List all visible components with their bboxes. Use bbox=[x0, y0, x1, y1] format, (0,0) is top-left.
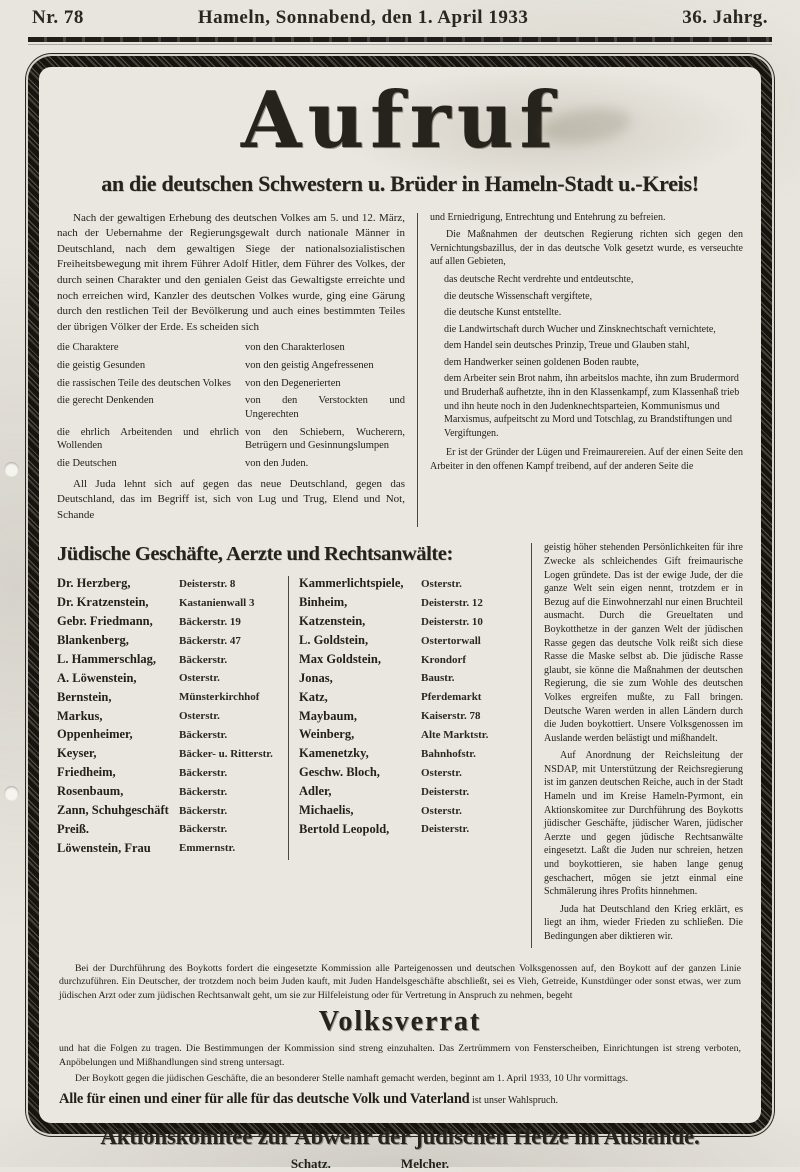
slogan-rest: ist unser Wahlspruch. bbox=[469, 1094, 558, 1106]
dichotomy-left: die gerecht Denkenden bbox=[57, 395, 154, 407]
dichotomy-row bbox=[57, 377, 405, 391]
dichotomy-list bbox=[57, 341, 405, 470]
business-address: Baustr. bbox=[421, 672, 455, 685]
business-address: Bäckerstr. bbox=[179, 729, 228, 742]
business-address: Bäcker- u. Ritterstr. bbox=[179, 747, 273, 760]
business-row bbox=[57, 784, 280, 798]
ornate-frame bbox=[26, 54, 774, 1171]
dichotomy-right: von den Degenerierten bbox=[245, 377, 341, 389]
business-address: Emmernstr. bbox=[179, 842, 236, 855]
business-name: Michaelis, bbox=[299, 802, 354, 817]
business-address: Osterstr. bbox=[421, 804, 462, 817]
business-address: Osterstr. bbox=[421, 578, 462, 591]
business-row bbox=[299, 803, 519, 817]
enforcement-paragraph: Bei der Durchführung des Boykotts fordert die eingesetzte Kommission alle Parteigenossen und deutschen Volksgenossen auf, den Boykott auf der ganzen Linie durchzuführen. Ein Deutscher, der trotzdem noch beim Juden kauft, mit Juden Handelsgeschäfte abschließt, sei es Vieh, Getreide, Kunstdünger oder sonst etwas, wer zum jüdischen Arzt oder zum jüdischen Rechtsanwalt geht, um sie zur Hilfeleistung oder für Vertretung in Anspruch zu nehmen, begeht bbox=[59, 962, 741, 1001]
dichotomy-left: die rassischen Teile des deutschen Volkes bbox=[57, 377, 231, 389]
business-address: Kastanienwall 3 bbox=[179, 596, 255, 609]
business-row bbox=[299, 822, 519, 836]
business-name: Kamenetzky, bbox=[299, 746, 369, 761]
business-row bbox=[57, 841, 280, 855]
proclamation-title: Aufruf bbox=[240, 75, 560, 166]
masthead-rule bbox=[28, 37, 772, 42]
business-address: Pferdemarkt bbox=[421, 691, 482, 704]
business-name: Bertold Leopold, bbox=[299, 821, 390, 836]
business-name: Gebr. Friedmann, bbox=[57, 614, 153, 629]
slogan-bold: Alle für einen und einer für alle für das deutsche Volk und Vaterland bbox=[59, 1090, 470, 1107]
business-address: Bäckerstr. bbox=[179, 823, 228, 836]
business-address: Bäckerstr. 19 bbox=[179, 615, 241, 628]
continuation-paragraph: und Erniedrigung, Entrechtung und Entehrung zu befreien. bbox=[430, 211, 666, 223]
measures-paragraph: Die Maßnahmen der deutschen Regierung richten sich gegen den Vernichtungsbazillus, der in das deutsche Volk gesetzt wurde, es verseuchte auf allen Gebieten, bbox=[430, 229, 743, 268]
business-name: Weinberg, bbox=[299, 727, 355, 742]
business-row bbox=[299, 690, 519, 704]
founder-paragraph-b: geistig höher stehenden Persönlichkeiten für ihre Zwecke als schleichendes Gift freimaurische Logen gründete. Das ist der ewige Jude, der die ganze Welt sein eigen nennt, trotzdem er in Bezug auf die Einwohnerzahl nur einen Bruchteil ausmacht. Durch die Greueltaten und Boykotthetze in der ganzen Welt der jüdischen Rasse gegen das deutsche Volk reißt sich diese Rasse die Maske selbst ab. Die jüdische Rasse glaubt, sie könne die Maßnahmen der deutschen Regierung, die sie zum Wohle des deutschen Volkes ergreifen mußte, zu Fall bringen. Deutsche Waren werden in allen Ländern durch die Juden boykottiert. Unsere Volksgenossen im Auslande werden belästigt und mißhandelt. bbox=[544, 542, 743, 744]
column-divider-2 bbox=[531, 543, 532, 947]
committee-signature: Aktionskomitee zur Abwehr der jüdischen Hetze im Auslande. bbox=[100, 1123, 700, 1149]
signature-2: Melcher. bbox=[400, 1155, 450, 1171]
column-divider bbox=[417, 213, 418, 528]
business-row bbox=[57, 614, 280, 628]
business-name: A. Löwenstein, bbox=[57, 670, 137, 685]
war-paragraph: Juda hat Deutschland den Krieg erklärt, es liegt an ihm, wieder Frieden zu schließen. Die Bedingungen aber diktieren wir. bbox=[544, 903, 743, 942]
business-row bbox=[299, 633, 519, 647]
business-name: Kammerlichtspiele, bbox=[299, 576, 404, 591]
dichotomy-left: die geistig Gesunden bbox=[57, 360, 146, 372]
business-row bbox=[57, 765, 280, 779]
business-column-1 bbox=[57, 576, 288, 859]
business-row bbox=[57, 652, 280, 666]
business-column-2 bbox=[288, 576, 519, 859]
masthead-issue: Nr. 78 bbox=[32, 7, 84, 28]
business-address: Deisterstr. 8 bbox=[179, 578, 236, 591]
slogan-line bbox=[59, 1091, 741, 1108]
business-address: Bäckerstr. bbox=[179, 804, 228, 817]
business-name: Dr. Kratzenstein, bbox=[57, 595, 149, 610]
listing-section bbox=[57, 541, 519, 947]
business-row bbox=[299, 614, 519, 628]
business-row bbox=[57, 690, 280, 704]
dichotomy-left: die Charaktere bbox=[57, 342, 119, 354]
business-list bbox=[57, 576, 519, 859]
dichotomy-row bbox=[57, 341, 405, 355]
consequences-paragraph: und hat die Folgen zu tragen. Die Bestimmungen der Kommission sind streng einzuhalten. Das Zertrümmern von Fensterscheiben, Einrichtungen ist streng verboten, Anpöbelungen und Mißhandlungen sind streng untersagt. bbox=[59, 1043, 741, 1068]
dichotomy-right: von den Verstockten und Ungerechten bbox=[245, 395, 405, 420]
business-row bbox=[57, 633, 280, 647]
business-row bbox=[299, 746, 519, 760]
business-address: Krondorf bbox=[421, 653, 467, 666]
dichotomy-right: von den geistig Angefressenen bbox=[245, 360, 374, 372]
business-address: Bahnhofstr. bbox=[421, 747, 476, 760]
business-row bbox=[57, 822, 280, 836]
business-name: Zann, Schuhgeschäft bbox=[57, 802, 169, 817]
proclamation-subtitle: an die deutschen Schwestern u. Brüder in Hameln-Stadt u.-Kreis! bbox=[101, 170, 699, 196]
dichotomy-row bbox=[57, 426, 405, 453]
founder-paragraph-a: Er ist der Gründer der Lügen und Freimaurereien. Auf der einen Seite den Arbeiter in den offenen Kampf treibend, auf der anderen Seite die bbox=[430, 447, 743, 473]
deed-line: dem Arbeiter sein Brot nahm, ihn arbeitslos machte, ihn zum Brudermord und Bruderhaß aufhetzte, ihn in den Klassenkampf, zum Klassenhaß trieb und ihn heute noch in den Judenknechtsparteien, Kommunismus und Marxismus, aufpeitscht zu Mord und Totschlag, zu Brandstiftungen und Vergiftungen. bbox=[444, 373, 740, 439]
business-row bbox=[299, 727, 519, 741]
deed-line: die Landwirtschaft durch Wucher und Zinsknechtschaft vernichtete, bbox=[444, 323, 716, 335]
business-name: Jonas, bbox=[299, 670, 333, 685]
deeds-list bbox=[444, 273, 743, 441]
business-name: Katz, bbox=[299, 689, 328, 704]
business-address: Deisterstr. 12 bbox=[421, 596, 483, 609]
signatures bbox=[0, 1156, 743, 1172]
business-name: Keyser, bbox=[57, 746, 97, 761]
masthead-dateline: Hameln, Sonnabend, den 1. April 1933 bbox=[197, 7, 529, 28]
intro-paragraph: Nach der gewaltigen Erhebung des deutschen Volkes am 5. und 12. März, nach der Uebernahme der Regierungsgewalt durch nationale Männer in Deutschland, nach dem gewaltigen Siege der nationalsozialistischen Freiheitsbewegung mit ihrem Führer Adolf Hitler, dem Führer des Volkes, der durch seinen Charakter und den genialen Geist das Gewaltigste erreichte und noch erreichen wird, Kanzler des deutschen Volkes wurde, ging eine Gärung durch den restlichen Teil der Bevölkerung und auch eines bestimmten Teiles der übrigen Völker der Erde. Es scheiden sich bbox=[57, 211, 405, 333]
business-name: Binheim, bbox=[299, 595, 348, 610]
listing-heading: Jüdische Geschäfte, Aerzte und Rechtsanwälte: bbox=[57, 543, 453, 566]
business-name: Katzenstein, bbox=[299, 614, 366, 629]
business-address: Bäckerstr. 47 bbox=[179, 634, 241, 647]
business-address: Deisterstr. 10 bbox=[421, 615, 483, 628]
verdict-heading: Volksverrat bbox=[318, 1006, 482, 1038]
business-row bbox=[57, 576, 280, 590]
dichotomy-left: die ehrlich Arbeitenden und ehrlich Wollenden bbox=[57, 426, 239, 452]
business-address: Ostertorwall bbox=[421, 634, 481, 647]
business-row bbox=[57, 746, 280, 760]
business-address: Osterstr. bbox=[179, 672, 220, 685]
business-row bbox=[299, 652, 519, 666]
deed-line: dem Handel sein deutsches Prinzip, Treue und Glauben stahl, bbox=[444, 340, 690, 352]
business-address: Deisterstr. bbox=[421, 823, 470, 836]
masthead bbox=[32, 7, 768, 29]
business-address: Bäckerstr. bbox=[179, 766, 228, 779]
business-row bbox=[299, 765, 519, 779]
listing-band bbox=[57, 541, 743, 947]
dichotomy-right: von den Juden. bbox=[245, 457, 309, 469]
business-address: Deisterstr. bbox=[421, 785, 470, 798]
business-name: Blankenberg, bbox=[57, 633, 129, 647]
business-row bbox=[57, 595, 280, 609]
deed-line: das deutsche Recht verdrehte und entdeutschte, bbox=[444, 273, 634, 285]
business-row bbox=[299, 595, 519, 609]
business-name: L. Goldstein, bbox=[299, 633, 369, 647]
business-name: Bernstein, bbox=[57, 689, 112, 704]
business-address: Osterstr. bbox=[421, 766, 462, 779]
bottom-section bbox=[57, 962, 743, 1108]
dichotomy-row bbox=[57, 394, 405, 421]
business-name: Oppenheimer, bbox=[57, 727, 133, 742]
dichotomy-right: von den Charakterlosen bbox=[245, 342, 345, 354]
deed-line: dem Handwerker seinen goldenen Boden raubte, bbox=[444, 356, 639, 368]
business-address: Kaiserstr. 78 bbox=[421, 710, 481, 723]
business-address: Bäckerstr. bbox=[179, 653, 228, 666]
dichotomy-left: die Deutschen bbox=[57, 457, 117, 469]
dichotomy-row bbox=[57, 359, 405, 373]
signature-1: Schatz. bbox=[290, 1155, 331, 1171]
business-row bbox=[57, 709, 280, 723]
order-paragraph: Auf Anordnung der Reichsleitung der NSDAP, mit Unterstützung der Reichsregierung ist im ganzen deutschen Reiche, auch in der Stadt Hameln und im Kreise Hameln-Pyrmont, ein Aktionskomitee zur Durchführung des Boykotts jüdischer Geschäfte, jüdischer Waren, jüdischer Aerzte und gegen jüdische Rechtsanwälte eingesetzt. Laßt die Juden nur schreien, hetzen und boykottieren, sie haben lange genug geschachert, mögen sie jetzt einmal eine Schmälerung ihres Profits hinnehmen. bbox=[544, 750, 743, 898]
business-row bbox=[57, 671, 280, 685]
business-address: Bäckerstr. bbox=[179, 785, 228, 798]
business-name: Maybaum, bbox=[299, 708, 357, 723]
business-row bbox=[57, 803, 280, 817]
business-name: Dr. Herzberg, bbox=[57, 576, 131, 591]
business-name: Preiß. bbox=[57, 821, 90, 836]
business-name: Friedheim, bbox=[57, 765, 116, 780]
business-row bbox=[299, 784, 519, 798]
right-column-continued bbox=[544, 541, 743, 947]
deed-line: die deutsche Wissenschaft vergiftete, bbox=[444, 290, 593, 302]
upper-columns bbox=[57, 211, 743, 528]
dichotomy-row bbox=[57, 457, 405, 471]
left-column bbox=[57, 211, 405, 528]
hole-punch-bottom bbox=[4, 786, 19, 801]
business-row bbox=[57, 727, 280, 741]
business-row bbox=[299, 576, 519, 590]
masthead-volume: 36. Jahrg. bbox=[682, 7, 768, 28]
business-name: Rosenbaum, bbox=[57, 784, 124, 798]
business-row bbox=[299, 709, 519, 723]
business-address: Münsterkirchhof bbox=[179, 691, 260, 704]
right-column bbox=[430, 211, 743, 528]
business-name: Markus, bbox=[57, 708, 103, 723]
business-name: Geschw. Bloch, bbox=[299, 765, 380, 780]
business-name: Max Goldstein, bbox=[299, 651, 381, 666]
deed-line: die deutsche Kunst entstellte. bbox=[444, 307, 562, 319]
business-name: L. Hammerschlag, bbox=[57, 651, 156, 666]
business-row bbox=[299, 671, 519, 685]
dichotomy-right: von den Schiebern, Wucherern, Betrügern und Gesinnungslumpen bbox=[245, 426, 405, 452]
business-name: Löwenstein, Frau bbox=[57, 840, 151, 855]
start-paragraph: Der Boykott gegen die jüdischen Geschäfte, die an besonderer Stelle namhaft gemacht werden, beginnt am 1. April 1933, 10 Uhr vormittags. bbox=[75, 1073, 629, 1085]
hole-punch-top bbox=[4, 462, 19, 477]
business-address: Alte Marktstr. bbox=[421, 729, 489, 742]
page-sheet bbox=[39, 67, 761, 1171]
business-address: Osterstr. bbox=[179, 710, 220, 723]
left-conclusion-paragraph: All Juda lehnt sich auf gegen das neue Deutschland, gegen das Deutschland, das im Begriff ist, sich von Lug und Trug, Elend und Not, Schande bbox=[57, 477, 405, 521]
business-name: Adler, bbox=[299, 784, 332, 798]
